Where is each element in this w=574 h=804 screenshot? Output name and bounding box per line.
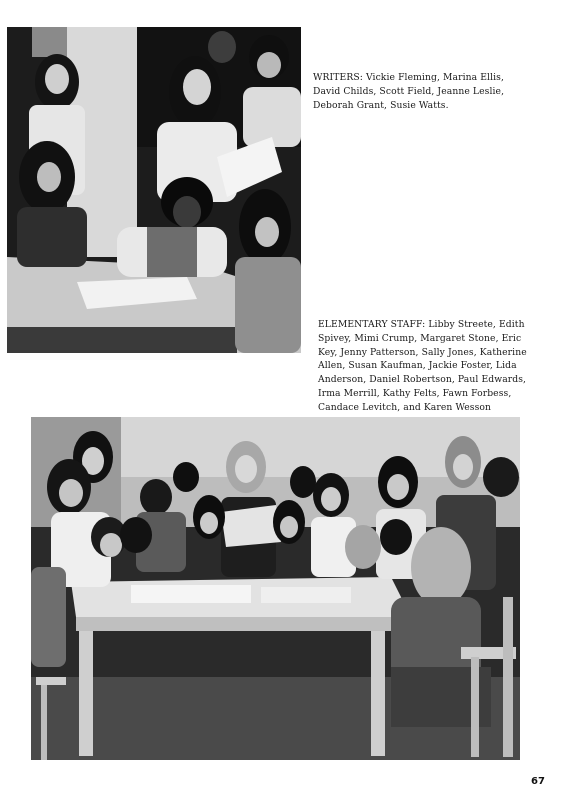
page-number: 67	[531, 776, 545, 787]
writers-photo	[7, 27, 301, 353]
writers-caption: WRITERS: Vickie Fleming, Marina Ellis, David Childs, Scott Field, Jeanne Leslie, Deborah Grant, Susie Watts.	[313, 72, 505, 111]
elementary-staff-photo	[31, 417, 520, 760]
elementary-staff-caption: ELEMENTARY STAFF: Libby Streete, Edith Spivey, Mimi Crump, Margaret Stone, Eric Key, Jenny Patterson, Sally Jones, Katherine Allen, Susan Kaufman, Jackie Foster, Lida Anderson, Daniel Robertson, Paul Edwards, Irma Merrill, Kathy Felts, Fawn Forbess, Candace Levitch, and Karen Wesson	[318, 319, 527, 413]
